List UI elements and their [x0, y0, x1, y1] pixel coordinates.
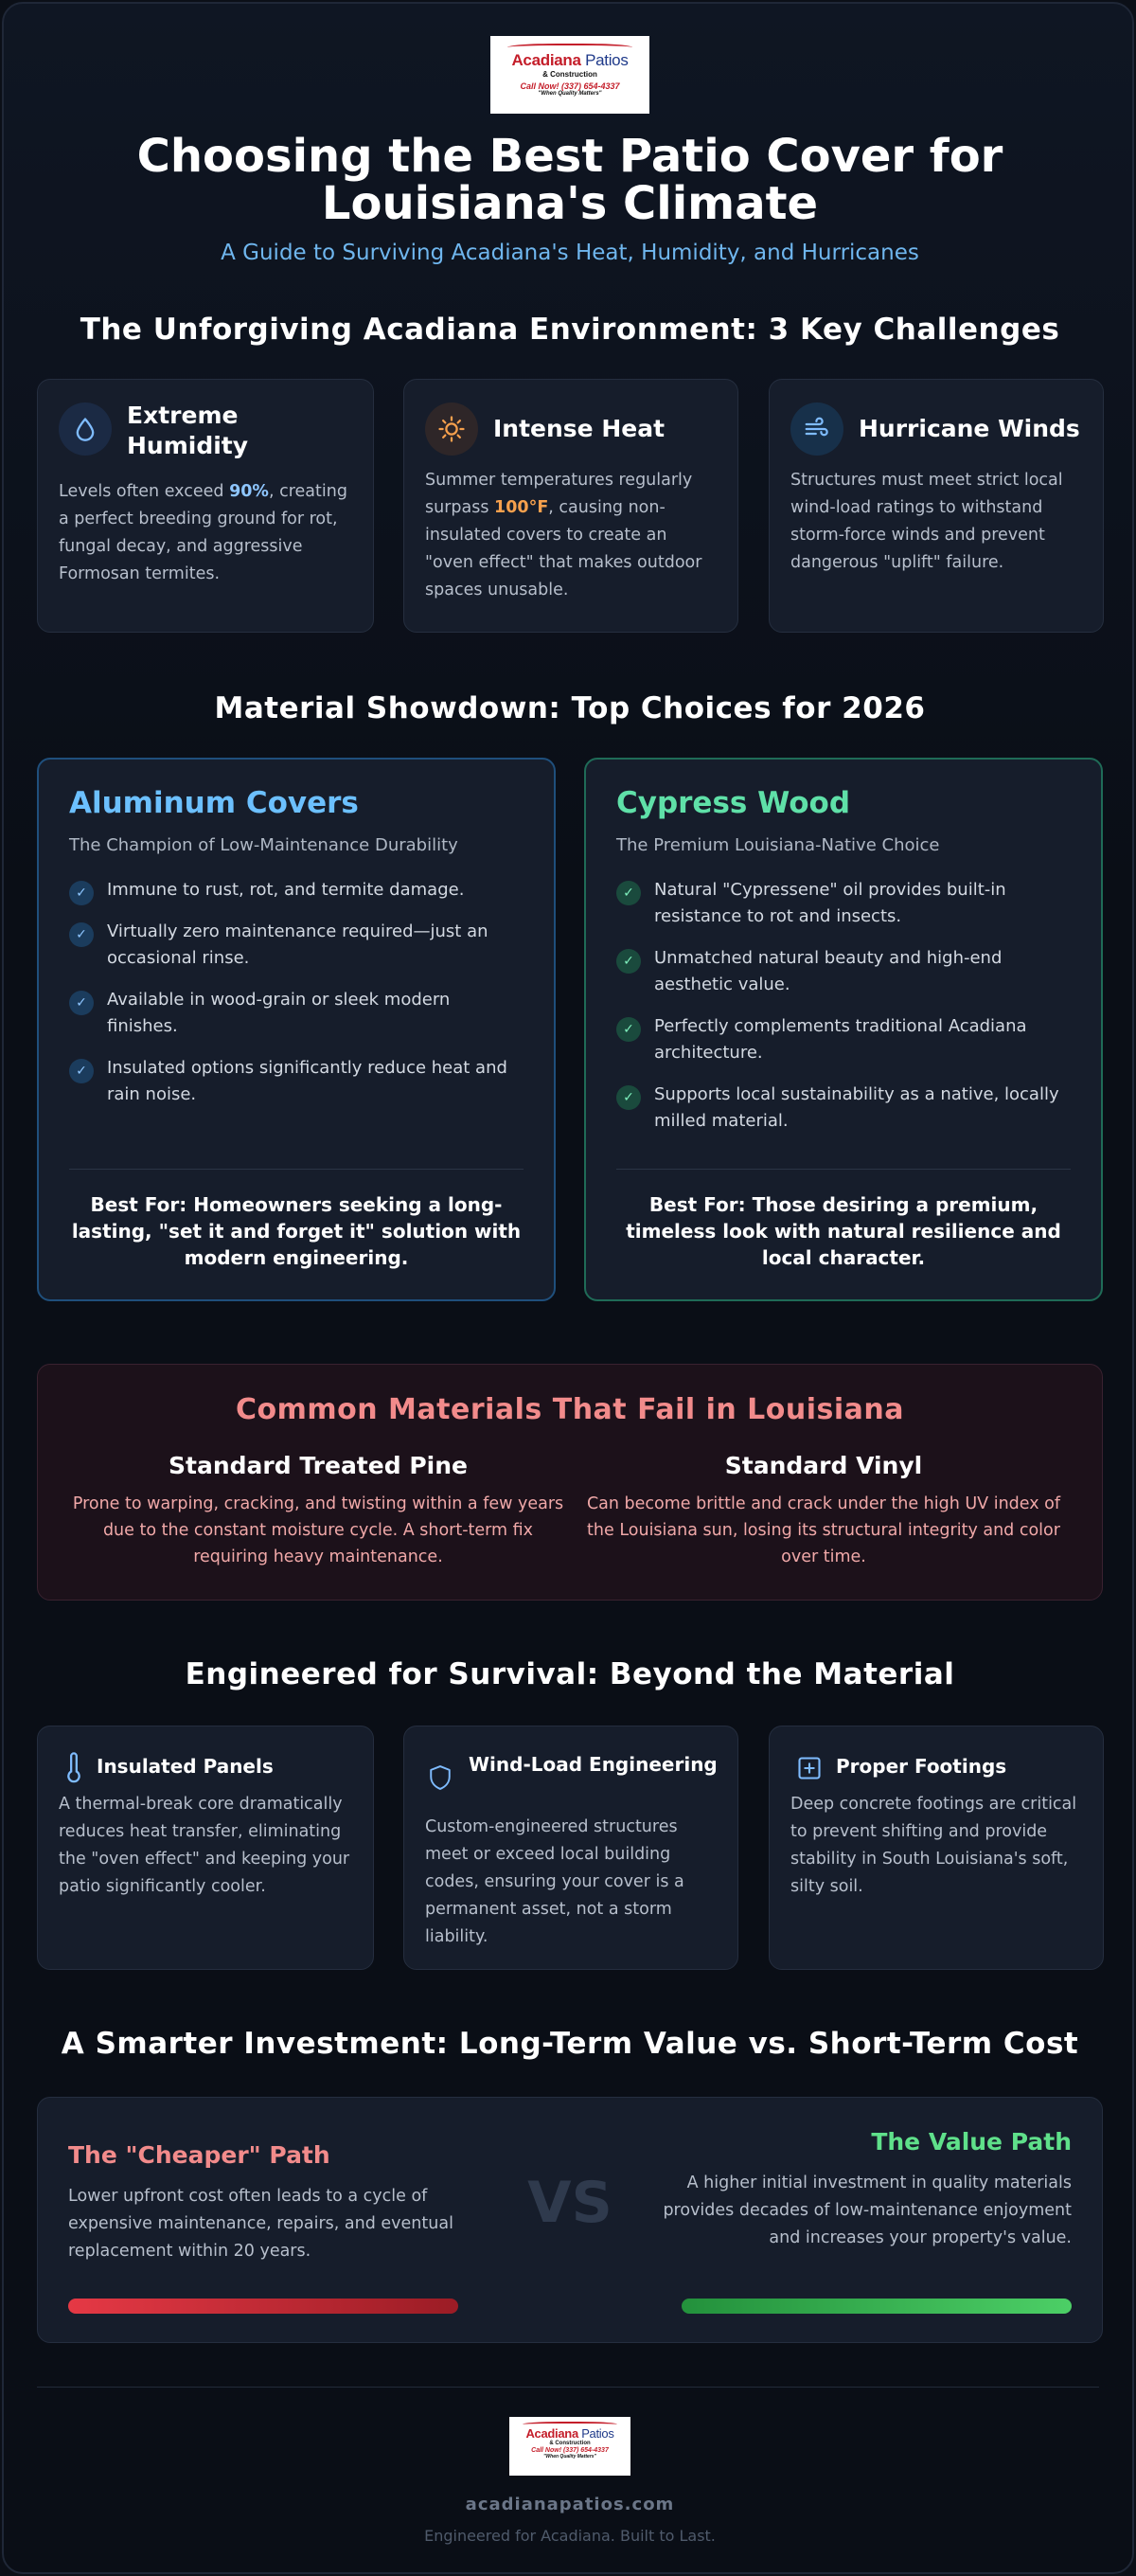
check-icon: ✓	[616, 1085, 641, 1110]
list-item: ✓ Unmatched natural beauty and high-end aesthetic value.	[616, 945, 1063, 998]
cypress-points	[616, 877, 1063, 1150]
check-icon: ✓	[69, 881, 94, 905]
sun-icon	[425, 402, 478, 456]
aluminum-card	[37, 758, 556, 1301]
logo-roof-graphic	[523, 2422, 617, 2428]
thermometer-icon	[64, 1751, 83, 1785]
list-item: ✓ Insulated options significantly reduce heat and rain noise.	[69, 1055, 516, 1108]
value-path-text: A higher initial investment in quality materials provides decades of low-maintenance enjoyment and increases your property's value.	[663, 2174, 1072, 2247]
logo-sub: & Construction	[542, 70, 597, 79]
failure-title: Standard Treated Pine	[169, 1452, 468, 1479]
cheap-path-text: Lower upfront cost often leads to a cycle of expensive maintenance, repairs, and eventual replacement within 20 years.	[68, 2187, 453, 2261]
shield-icon	[425, 1761, 455, 1795]
challenge-card-wind	[769, 379, 1104, 633]
logo-name: Acadiana Patios	[511, 51, 629, 69]
plus-square-icon	[794, 1751, 825, 1785]
logo-sub: & Construction	[549, 2441, 591, 2446]
challenge-text: Summer temperatures regularly surpass 100°F, causing non-insulated covers to create an "oven effect" that makes outdoor spaces unusable.	[425, 471, 702, 599]
challenge-title: Hurricane Winds	[859, 415, 1080, 442]
challenge-text: Structures must meet strict local wind-load ratings to withstand storm-force winds and prevent dangerous "uplift" failure.	[790, 471, 1063, 572]
heat-value: 100°F	[494, 498, 549, 517]
engineering-card-insulated	[37, 1726, 374, 1970]
failure-item-vinyl	[577, 1452, 1070, 1570]
challenge-text: Levels often exceed 90%, creating a perfect breeding ground for rot, fungal decay, and aggressive Formosan termites.	[59, 482, 347, 583]
failure-heading: Common Materials That Fail in Louisiana	[235, 1393, 905, 1426]
wind-icon	[790, 402, 843, 456]
challenge-title: Extreme Humidity	[127, 402, 249, 459]
list-item: ✓ Immune to rust, rot, and termite damage.	[69, 877, 516, 903]
engineering-card-windload	[403, 1726, 738, 1970]
failure-panel	[37, 1364, 1103, 1601]
aluminum-title: Aluminum Covers	[69, 786, 359, 820]
list-item: ✓ Supports local sustainability as a native, locally milled material.	[616, 1082, 1063, 1135]
aluminum-points	[69, 877, 516, 1123]
cypress-best-for: Best For: Those desiring a premium, timeless look with natural resilience and local character.	[626, 1193, 1061, 1269]
check-icon: ✓	[69, 922, 94, 947]
list-item: ✓ Available in wood-grain or sleek modern finishes.	[69, 987, 516, 1040]
divider	[616, 1169, 1071, 1170]
engineering-card-footings	[769, 1726, 1104, 1970]
investment-heading: A Smarter Investment: Long-Term Value vs. Short-Term Cost	[61, 2027, 1079, 2061]
infographic-page	[2, 2, 1134, 2574]
engineering-text: Deep concrete footings are critical to prevent shifting and provide stability in South Louisiana's soft, silty soil.	[790, 1795, 1077, 1896]
challenge-title: Intense Heat	[493, 415, 666, 442]
cheap-path-bar	[68, 2299, 458, 2314]
cheap-path-title: The "Cheaper" Path	[68, 2141, 330, 2169]
footer-logo[interactable]	[509, 2417, 630, 2476]
versus-label: VS	[527, 2170, 612, 2236]
challenge-card-heat	[403, 379, 738, 633]
check-icon: ✓	[616, 881, 641, 905]
logo-tagline: "When Quality Matters"	[538, 91, 602, 97]
check-icon: ✓	[616, 949, 641, 974]
footer-website-link[interactable]: acadianapatios.com	[465, 2495, 675, 2514]
value-path-title: The Value Path	[871, 2128, 1072, 2156]
check-icon: ✓	[616, 1017, 641, 1042]
engineering-title: Insulated Panels	[97, 1755, 274, 1778]
list-item: ✓ Perfectly complements traditional Acadiana architecture.	[616, 1013, 1063, 1066]
check-icon: ✓	[69, 991, 94, 1015]
logo-roof-graphic	[507, 44, 632, 53]
footer-divider	[37, 2387, 1099, 2388]
engineering-heading: Engineered for Survival: Beyond the Material	[185, 1657, 955, 1691]
materials-heading: Material Showdown: Top Choices for 2026	[214, 691, 926, 725]
list-item: ✓ Virtually zero maintenance required—just an occasional rinse.	[69, 919, 516, 972]
cypress-card	[584, 758, 1103, 1301]
challenges-heading: The Unforgiving Acadiana Environment: 3 Key Challenges	[80, 313, 1060, 347]
list-item: ✓ Natural "Cypressene" oil provides built-in resistance to rot and insects.	[616, 877, 1063, 930]
cypress-subtitle: The Premium Louisiana-Native Choice	[616, 835, 940, 855]
investment-panel	[37, 2097, 1103, 2343]
failure-item-pine	[72, 1452, 564, 1570]
aluminum-best-for: Best For: Homeowners seeking a long-lasting, "set it and forget it" solution with modern engineering.	[71, 1193, 522, 1269]
footer-tagline: Engineered for Acadiana. Built to Last.	[424, 2527, 716, 2545]
humidity-value: 90%	[229, 482, 269, 501]
failure-title: Standard Vinyl	[724, 1452, 923, 1479]
failure-text: Can become brittle and crack under the high UV index of the Louisiana sun, losing its structural integrity and color over time.	[586, 1494, 1061, 1566]
cypress-title: Cypress Wood	[616, 786, 851, 820]
logo-call: Call Now! (337) 654-4337	[531, 2447, 609, 2454]
logo-call: Call Now! (337) 654-4337	[520, 81, 620, 91]
engineering-title: Wind-Load Engineering	[469, 1753, 718, 1776]
aluminum-subtitle: The Champion of Low-Maintenance Durability	[69, 835, 458, 855]
engineering-text: A thermal-break core dramatically reduces heat transfer, eliminating the "oven effect" and keeping your patio significantly cooler.	[59, 1795, 350, 1896]
page-subtitle: A Guide to Surviving Acadiana's Heat, Humidity, and Hurricanes	[221, 241, 919, 265]
page-title: Choosing the Best Patio Cover for Louisiana's Climate	[136, 130, 1003, 230]
failure-text: Prone to warping, cracking, and twisting within a few years due to the constant moisture cycle. A short-term fix requiring heavy maintenance.	[72, 1494, 564, 1566]
water-drop-icon	[59, 402, 112, 456]
logo-tagline: "When Quality Matters"	[543, 2454, 596, 2460]
challenge-card-humidity	[37, 379, 374, 633]
brand-logo[interactable]	[490, 36, 649, 114]
engineering-title: Proper Footings	[836, 1755, 1007, 1778]
check-icon: ✓	[69, 1059, 94, 1083]
divider	[69, 1169, 524, 1170]
logo-name: Acadiana Patios	[525, 2426, 614, 2441]
engineering-text: Custom-engineered structures meet or exceed local building codes, ensuring your cover is a permanent asset, not a storm liability.	[425, 1817, 684, 1946]
value-path-bar	[682, 2299, 1072, 2314]
